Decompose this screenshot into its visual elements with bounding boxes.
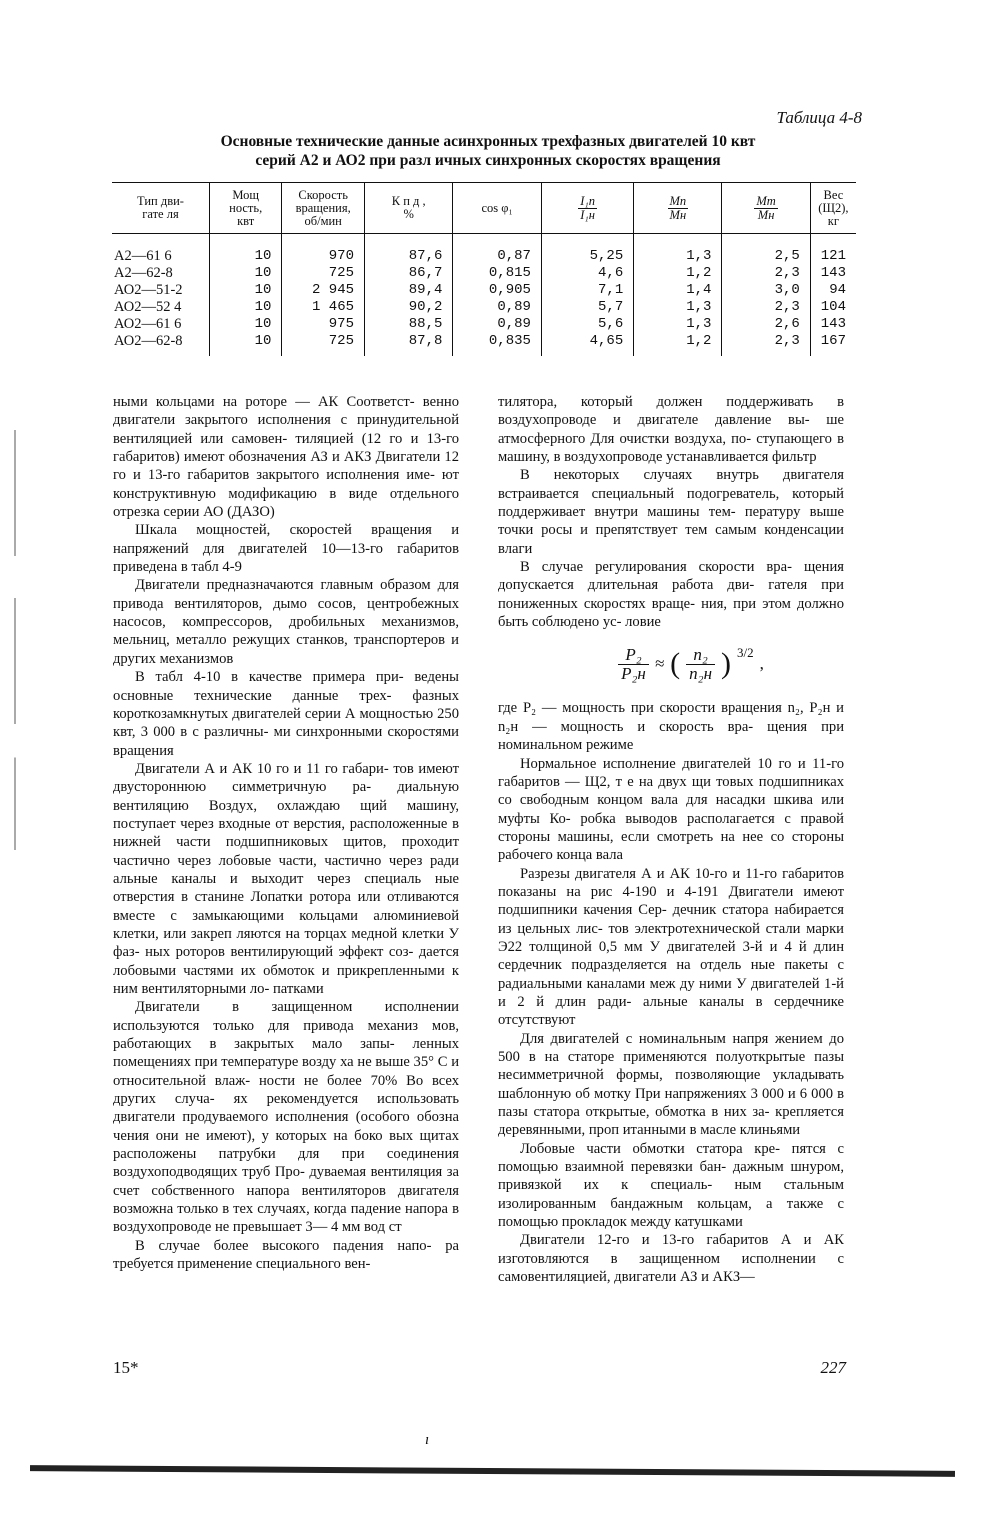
left-text-column <box>113 393 459 1274</box>
table-cell-eff: 86,7 <box>365 265 453 282</box>
table-cell-power: 10 <box>209 248 281 265</box>
table-cell-speed: 2 945 <box>282 282 365 299</box>
formula-lhs-den: P₂н <box>621 663 646 683</box>
header-power: Мощ ность, квт <box>209 183 281 234</box>
signature-mark: 15* <box>113 1358 139 1377</box>
table-cell-type: АО2—52 4 <box>114 299 182 315</box>
table-cell-power: 10 <box>209 333 281 356</box>
paragraph: Двигатели А и АК 10 го и 11 го габари- тов имеют двустороннюю симметричную ра- диальную вентиляцию Воздух, охлаждаю щий машину, поступает через входные от верстия, расположенные в нижней части подшипниковых щитов, проходит частично через лобовые части, частично через ради альные каналы и выходит через специаль ные отверстия в станине Лопатки ротора или отливаются вместе с замыкающими кольцами алюминиевой клетки, или закреп ляются на торцах медной клетки У фаз- ных роторов вентилирующий эффект соз- дается лобовыми частями их обмоток и прикрепленными к ним вентиляторными ло- патками <box>113 760 459 997</box>
speed-power-formula: P₂ P₂н ≈ ( n₂ n₂н ) $^{3/2}$ , <box>538 639 844 689</box>
formula-exponent: 3/2 <box>737 645 754 661</box>
table-cell-current: 7,1 <box>541 282 633 299</box>
table-row <box>112 265 856 282</box>
table-row <box>112 299 856 316</box>
table-cell-eff: 90,2 <box>365 299 453 316</box>
paragraph: Двигатели предназначаются главным образом для привода вентиляторов, дымо сосов, центробежных насосов, компрессоров, дробильных механизмов, мельниц, металло режущих станков, транспортеров и других механизмов <box>113 577 459 667</box>
formula-lhs-num: P₂ <box>618 646 649 665</box>
header-efficiency: К п д , % <box>365 183 453 234</box>
paragraph: В случае более высокого падения напо- ра требуется применение специального вен- <box>113 1237 459 1273</box>
table-cell-mm: 3,0 <box>722 282 810 299</box>
page-number: 227 <box>820 1358 846 1377</box>
table-cell-eff: 88,5 <box>365 316 453 333</box>
table-cell-weight: 167 <box>810 333 856 356</box>
table-cell-current: 5,25 <box>541 248 633 265</box>
table-cell-power: 10 <box>209 316 281 333</box>
table-cell-speed: 1 465 <box>282 299 365 316</box>
scan-mark: ı <box>425 1432 430 1448</box>
table-cell-weight: 94 <box>810 282 856 299</box>
paragraph: ными кольцами на роторе — АК Соответст- венно двигатели закрытого исполнения с принудительной вентиляцией или самовен- тиляцией (12 го и 13-го габаритов) имеют обозначения АЗ и АКЗ Двигатели 12 го и 13-го габаритов закрытого исполнения име- ют конструктивную модификацию в виде отдельного отрезка серии АО (ДАЗО) <box>113 394 459 521</box>
table-cell-mp: 1,2 <box>634 265 722 282</box>
table-cell-mm: 2,3 <box>722 299 810 316</box>
table-cell-mm: 2,6 <box>722 316 810 333</box>
table-cell-eff: 89,4 <box>365 282 453 299</box>
table-cell-current: 4,65 <box>541 333 633 356</box>
table-cell-mm: 2,5 <box>722 248 810 265</box>
table-cell-power: 10 <box>209 299 281 316</box>
paragraph: В некоторых случаях внутрь двигателя встраивается специальный подогреватель, который поддерживает внутри машины тем- пературу выше точки росы и препятствует тем самым конденсации влаги <box>498 467 844 557</box>
table-cell-cos: 0,89 <box>453 299 542 316</box>
table-row <box>112 248 856 265</box>
table-cell-current: 5,7 <box>541 299 633 316</box>
table-cell-weight: 143 <box>810 316 856 333</box>
header-current-ratio: $\frac{\text{I₁п}}{\text{I₁н}}$ <box>541 183 633 234</box>
table-cell-mp: 1,4 <box>634 282 722 299</box>
formula-rhs-den: n₂н <box>689 663 713 683</box>
table-cell-eff: 87,8 <box>365 333 453 356</box>
right-text-column <box>498 393 844 1286</box>
table-cell-speed: 725 <box>282 265 365 282</box>
paragraph: где P₂ — мощность при скорости вращения n₂, P₂н и n₂н — мощность и скорость вра- щения при номинальном режиме <box>498 700 844 754</box>
table-label: Таблица 4-8 <box>776 108 862 127</box>
table-title <box>118 132 858 170</box>
formula-rhs-num: n₂ <box>686 646 715 665</box>
paragraph: Разрезы двигателя А и АК 10-го и 11-го габаритов показаны на рис 4-190 и 4-191 Двигатели имеют подшипники качения Сер- дечник статора набирается из цельных лис- тов электротехнической стали марки Э22 толщиной 0,5 мм У двигателей 3-й и 4 й длин сердечник подразделяется на отдель ные пакеты с радиальными каналами меж ду ними У двигателей 1-й и 2 й длин ради- альные каналы в сердечнике отсутствуют <box>498 865 844 1029</box>
table-cell-speed: 970 <box>282 248 365 265</box>
header-cos: cos φ₁ <box>453 183 542 234</box>
table-cell-power: 10 <box>209 265 281 282</box>
paragraph: Для двигателей с номинальным напря жением до 500 в на статоре применяются полуоткрытые пазы несимметричной формы, позволяющие укладывать шаблонную об мотку При напряжениях 3 000 и 6 000 в пазы статора открытые, обмотка в них за- крепляется деревянными, проп итанными в масле клиньями <box>498 1030 844 1139</box>
table-cell-mp: 1,3 <box>634 248 722 265</box>
paragraph: В случае регулирования скорости вра- щения допускается длительная работа дви- гателя при пониженных скоростях враще- ния, при этом должно быть соблюдено ус- ловие <box>498 559 844 631</box>
table-cell-current: 4,6 <box>541 265 633 282</box>
paragraph: В табл 4-10 в качестве примера при- ведены основные технические данные трех- фазных короткозамкнутых двигателей серии А мощностью 250 квт, 3 000 в с различны- ми синхронными скоростями вращения <box>113 669 459 759</box>
table-title-line2: серий А2 и АО2 при разл ичных синхронных скоростях вращения <box>255 152 721 169</box>
scan-margin-mark <box>14 430 16 850</box>
header-start-torque-ratio: $\frac{Mп}{Mн}$ <box>634 183 722 234</box>
paragraph: тилятора, который должен поддерживать в воздухопроводе и двигателе давление вы- ше атмосферного Для очистки воздуха, по- ступающего в машину, в воздухопроводе устанавливается фильтр <box>498 394 844 466</box>
table-cell-current: 5,6 <box>541 316 633 333</box>
table-cell-mp: 1,3 <box>634 316 722 333</box>
table-cell-weight: 143 <box>810 265 856 282</box>
table-cell-cos: 0,905 <box>453 282 542 299</box>
table-cell-cos: 0,815 <box>453 265 542 282</box>
formula-approx: ≈ <box>654 654 665 674</box>
table-cell-type: АО2—61 6 <box>114 316 182 332</box>
header-weight: Вес (Щ2), кг <box>810 183 856 234</box>
table-cell-eff: 87,6 <box>365 248 453 265</box>
paragraph: Двигатели в защищенном исполнении используются только для привода механиз мов, работающих в закрытых мало запы- ленных помещениях при температуре возду ха не выше 35° С и относительной влаж- ности не более 70% Во всех других случа- ях рекомендуется использовать двигатели продуваемого исполнения (особого обозна чения они не имеют), у которых на боко вых щитах расположены патрубки для при соединения воздухоподводящих труб Про- дуваемая вентиляция за счет собственного напора вентиляторов двигателя возможна только в тех случаях, когда падение напора в воздухопроводе не превышает 3— 4 мм вод ст <box>113 999 459 1236</box>
header-max-torque-ratio: $\frac{Mm}{Mн}$ <box>722 183 810 234</box>
table-header-row <box>112 183 856 234</box>
table-cell-type: А2—62-8 <box>114 265 173 281</box>
paragraph: Двигатели 12-го и 13-го габаритов А и АК изготовляются в защищенном исполнении с самовентиляцией, двигатели АЗ и АКЗ— <box>498 1232 844 1286</box>
scan-bottom-edge <box>30 1465 955 1477</box>
table-row <box>112 316 856 333</box>
paragraph: Лобовые части обмотки статора кре- пятся с помощью взаимной перевязки бан- дажным шнуром, привязкой их к специаль- ным стальным изолированным бандажным кольцам, а также с помощью прокладок между катушками <box>498 1140 844 1231</box>
table-cell-power: 10 <box>209 282 281 299</box>
table-cell-type: А2—61 6 <box>114 248 172 264</box>
table-cell-type: АО2—51-2 <box>114 282 183 298</box>
table-row <box>112 333 856 356</box>
table-cell-weight: 104 <box>810 299 856 316</box>
table-cell-mm: 2,3 <box>722 265 810 282</box>
table-cell-speed: 975 <box>282 316 365 333</box>
table-title-line1: Основные технические данные асинхронных трехфазных двигателей 10 квт <box>220 133 756 150</box>
table-cell-mp: 1,2 <box>634 333 722 356</box>
table-cell-mp: 1,3 <box>634 299 722 316</box>
header-speed: Скорость вращения, об/мин <box>282 183 365 234</box>
paragraph: Нормальное исполнение двигателей 10 го и 11-го габаритов — Щ2, т е на двух щи товых подшипниках со свободным концом вала для насадки шкива или муфты Ко- робка выводов располагается с правой стороны машины, если смотреть на нее со стороны рабочего конца вала <box>498 755 844 864</box>
table-cell-speed: 725 <box>282 333 365 356</box>
table-cell-mm: 2,3 <box>722 333 810 356</box>
header-type: Тип дви- гате ля <box>112 183 209 234</box>
motor-data-table <box>112 182 856 356</box>
table-row <box>112 282 856 299</box>
paragraph: Шкала мощностей, скоростей вращения и напряжений для двигателей 10—13-го габаритов приведена в табл 4-9 <box>113 522 459 576</box>
table-cell-cos: 0,835 <box>453 333 542 356</box>
table-cell-cos: 0,87 <box>453 248 542 265</box>
table-cell-weight: 121 <box>810 248 856 265</box>
table-cell-cos: 0,89 <box>453 316 542 333</box>
table-cell-type: АО2—62-8 <box>114 333 183 349</box>
